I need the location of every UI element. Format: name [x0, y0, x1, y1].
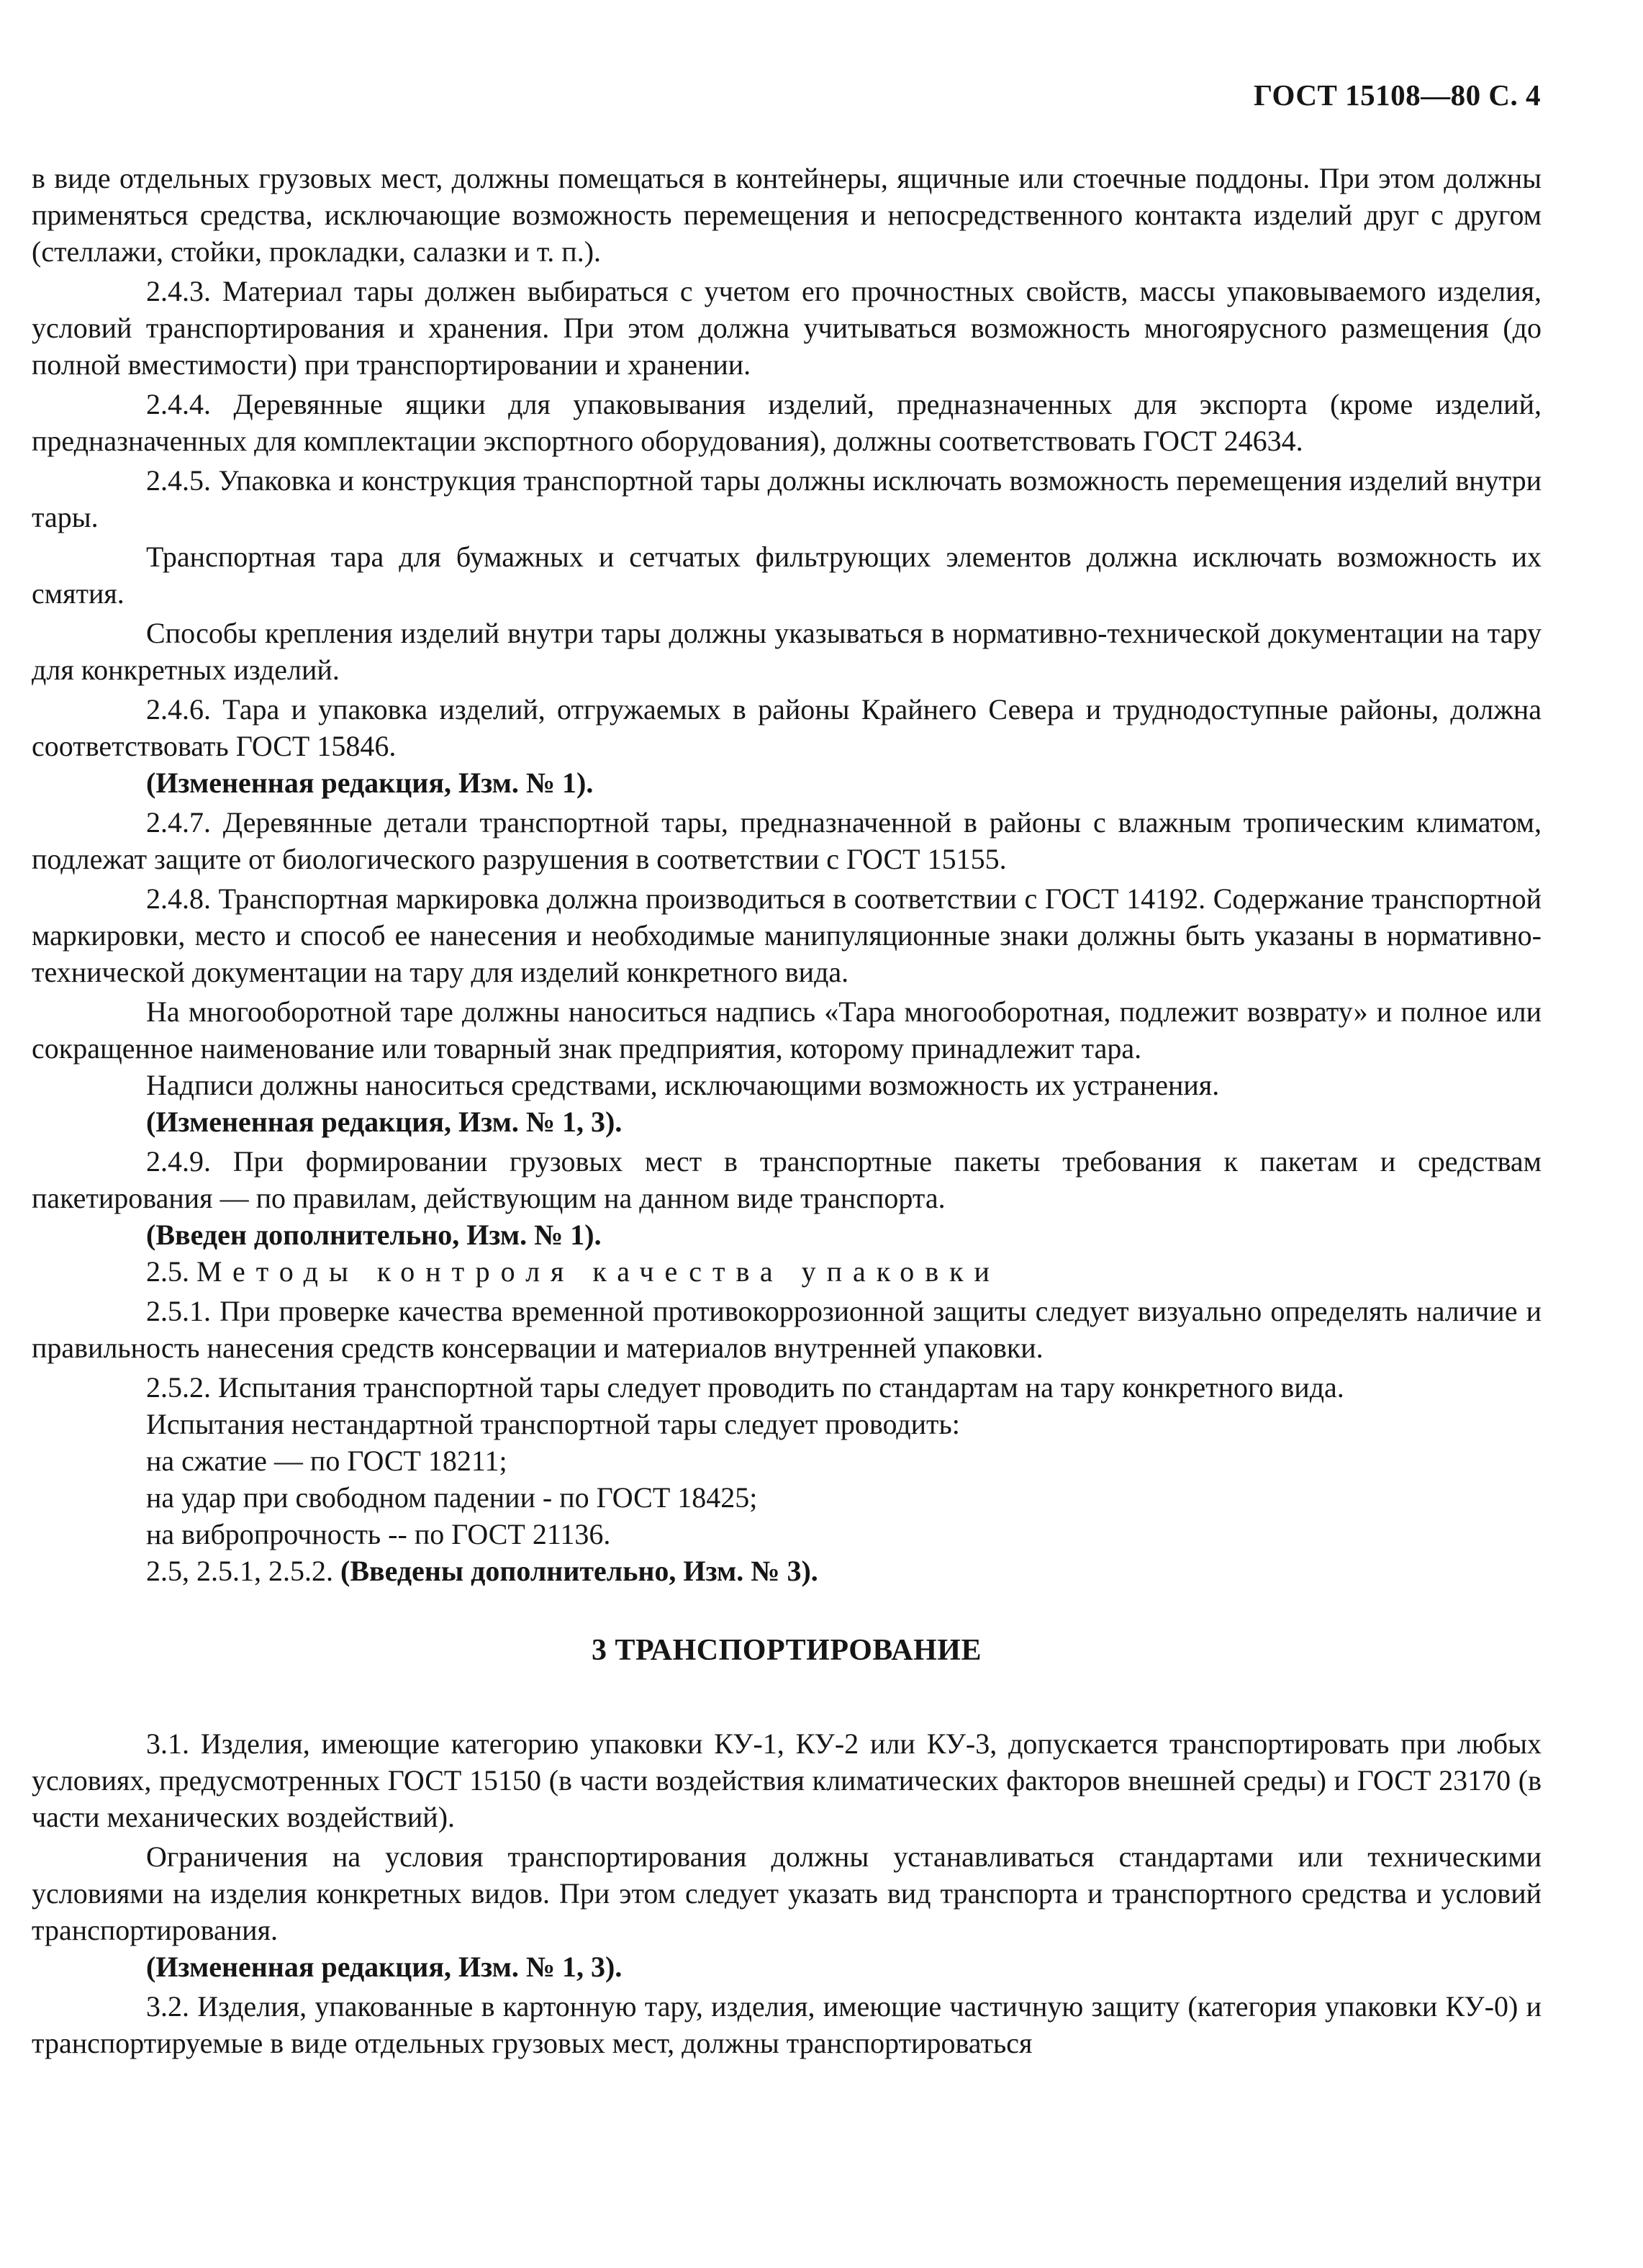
paragraph: На многооборотной таре должны наноситься надпись «Тара многооборотная, подлежит возврату» и полное или сокращенное наименование или товарный знак предприятия, которому принадлежит тара. — [32, 995, 1542, 1065]
paragraph: Транспортная тара для бумажных и сетчатых фильтрующих элементов должна исключать возможность их смятия. — [32, 541, 1542, 610]
paragraph: 2.4.7. Деревянные детали транспортной тары, предназначенной в районы с влажным тропическим климатом, подлежат защите от биологического разрушения в соответствии с ГОСТ 15155. — [32, 806, 1542, 875]
paragraph: 2.5.2. Испытания транспортной тары следует проводить по стандартам на тару конкретного вида. — [146, 1371, 1344, 1404]
amendment-note: 2.5, 2.5.1, 2.5.2. (Введены дополнительно, Изм. № 3). — [146, 1555, 818, 1587]
document-body — [32, 160, 1542, 2061]
subsection-heading: 2.5. Методы контроля качества упаковки — [146, 1255, 1000, 1288]
list-item: на сжатие — по ГОСТ 18211; — [146, 1445, 507, 1477]
paragraph: 2.4.3. Материал тары должен выбираться с учетом его прочностных свойств, массы упаковываемого изделия, условий транспортирования и хранения. При этом должна учитываться возможность многоярусного размещения (до полной вместимости) при транспортировании и хранении. — [32, 275, 1542, 381]
paragraph: 2.4.6. Тара и упаковка изделий, отгружаемых в районы Крайнего Севера и труднодоступные районы, должна соответствовать ГОСТ 15846. — [32, 693, 1542, 762]
list-item: на удар при свободном падении - по ГОСТ 18425; — [146, 1481, 758, 1514]
paragraph: 2.5.1. При проверке качества временной противокоррозионной защиты следует визуально определять наличие и правильность нанесения средств консервации и материалов внутренней упаковки. — [32, 1295, 1542, 1364]
paragraph: Ограничения на условия транспортирования должны устанавливаться стандартами или техническими условиями на изделия конкретных видов. При этом следует указать вид транспорта и транспортного средства и условий транспортирования. — [32, 1840, 1542, 1946]
paragraph: 2.4.5. Упаковка и конструкция транспортной тары должны исключать возможность перемещения изделий внутри тары. — [32, 464, 1542, 533]
paragraph: Надписи должны наноситься средствами, исключающими возможность их устранения. — [146, 1069, 1220, 1101]
page-header: ГОСТ 15108—80 С. 4 — [1253, 78, 1541, 112]
amendment-note: (Измененная редакция, Изм. № 1, 3). — [146, 1106, 623, 1138]
paragraph: 2.4.4. Деревянные ящики для упаковывания изделий, предназначенных для экспорта (кроме изделий, предназначенных для комплектации экспортного оборудования), должны соответствовать ГОСТ 24634. — [32, 388, 1542, 457]
paragraph: Способы крепления изделий внутри тары должны указываться в нормативно-технической документации на тару для конкретных изделий. — [32, 617, 1542, 686]
amendment-note: (Измененная редакция, Изм. № 1). — [146, 767, 594, 799]
paragraph: 2.4.9. При формировании грузовых мест в транспортные пакеты требования к пакетам и средствам пакетирования — по правилам, действующим на данном виде транспорта. — [32, 1145, 1542, 1214]
paragraph: 2.4.8. Транспортная маркировка должна производиться в соответствии с ГОСТ 14192. Содержание транспортной маркировки, место и способ ее нанесения и необходимые манипуляционные знаки должны быть указаны в нормативно-технической документации на тару для изделий конкретного вида. — [32, 882, 1542, 988]
amendment-note: (Введен дополнительно, Изм. № 1). — [146, 1219, 602, 1251]
paragraph: 3.1. Изделия, имеющие категорию упаковки КУ-1, КУ-2 или КУ-3, допускается транспортировать при любых условиях, предусмотренных ГОСТ 15150 (в части воздействия климатических факторов внешней среды) и ГОСТ 23170 (в части механических воздействий). — [32, 1727, 1542, 1833]
paragraph: в виде отдельных грузовых мест, должны помещаться в контейнеры, ящичные или стоечные поддоны. При этом должны применяться средства, исключающие возможность перемещения и непосредственного контакта изделий друг с другом (стеллажи, стойки, прокладки, салазки и т. п.). — [32, 162, 1542, 268]
list-item: на вибропрочность -- по ГОСТ 21136. — [146, 1518, 611, 1550]
paragraph: 3.2. Изделия, упакованные в картонную тару, изделия, имеющие частичную защиту (категория упаковки КУ-0) и транспортируемые в виде отдельных грузовых мест, должны транспортироваться — [32, 1990, 1542, 2059]
amendment-note: (Измененная редакция, Изм. № 1, 3). — [146, 1951, 623, 1983]
section-heading: 3 ТРАНСПОРТИРОВАНИЕ — [592, 1634, 982, 1667]
paragraph: Испытания нестандартной транспортной тары следует проводить: — [146, 1408, 960, 1440]
